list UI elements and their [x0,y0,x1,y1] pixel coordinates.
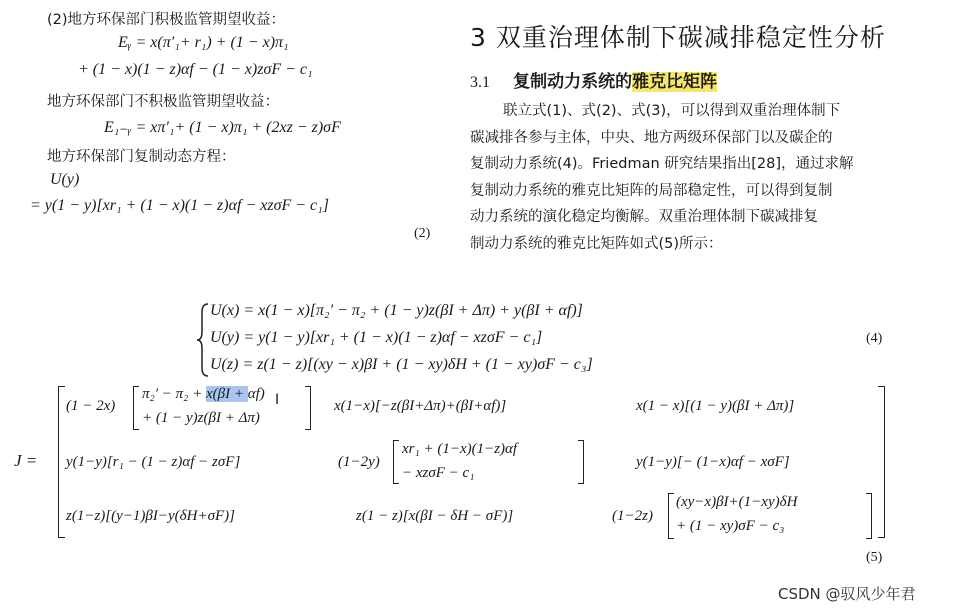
subsection-number: 3.1 [470,74,490,91]
r1c1-right-bracket [305,386,311,430]
r1c1-top-selected: x(βI + [205,386,248,402]
not-active-label: 地方环保部门不积极监管期望收益： [47,94,279,110]
r3c3-bottom: + (1 − xy)σF − c₃ [676,518,785,534]
r1c1-left-bracket [133,386,139,430]
paragraph-line: 复制动力系统(4)。Friedman 研究结果指出[28]，通过求解 [470,156,854,172]
ey-equation-line1: Eᵧ = x(π′₁+ r₁) + (1 − x)π₁ [118,34,289,51]
r1c1-bottom: + (1 − y)z(βI + Δπ) [142,410,260,426]
item2-label: (2)地方环保部门积极监管期望收益： [47,12,286,28]
uy-equation: = y(1 − y)[xr₁ + (1 − x)(1 − z)αf − xzσF − c₁] [30,197,329,214]
r2c2-prefix: (1−2y) [338,454,380,470]
section-heading: 3 双重治理体制下碳减排稳定性分析 [470,23,886,52]
left-brace [196,302,210,378]
r1c1-top-a: π₂′ − π₂ + [142,386,206,402]
r1c1-top [142,386,265,403]
paragraph-line: 动力系统的演化稳定均衡解。双重治理体制下碳减排复 [470,209,818,225]
paragraph-line: 复制动力系统的雅克比矩阵的局部稳定性，可以得到复制 [470,182,833,199]
r3c3-top: (xy−x)βI+(1−xy)δH [676,494,798,510]
r3c1: z(1−z)[(y−1)βI−y(δH+σF)] [66,508,235,524]
system4-uz: U(z) = z(1 − z)[(xy − x)βI + (1 − xy)δH + (1 − xy)σF − c₃] [210,356,593,373]
system4-ux: U(x) = x(1 − x)[π₂′ − π₂ + (1 − y)z(βI + Δπ) + y(βI + αf)] [210,302,583,319]
ey-equation-line2: + (1 − x)(1 − z)αf − (1 − x)zσF − c₁ [78,61,313,78]
paragraph-line: 碳减排各参与主体，中央、地方两级环保部门以及碳企的 [470,129,833,146]
replicator-label: 地方环保部门复制动态方程： [47,149,236,165]
r3c3-right-bracket [866,493,872,539]
subsection-title-plain: 复制动力系统的 [513,72,633,92]
text-cursor-icon: I [275,392,280,408]
eq2-number: (2) [414,226,431,241]
paragraph-line: 制动力系统的雅克比矩阵如式(5)所示： [470,235,723,252]
matrix-right-bracket [878,386,885,538]
r2c3: y(1−y)[− (1−x)αf − xσF] [636,454,790,470]
r2c2-top: xr₁ + (1−x)(1−z)αf [402,441,518,457]
eq5-number: (5) [866,550,883,565]
matrix-left-bracket [58,386,65,538]
r3c3-prefix: (1−2z) [612,508,653,524]
paragraph-line: 联立式(1)、式(2)、式(3)，可以得到双重治理体制下 [503,103,841,119]
jacobian-lhs: J = [14,451,38,470]
r2c2-right-bracket [578,440,584,484]
r1c1-prefix: (1 − 2x) [66,398,116,414]
r3c2: z(1 − z)[x(βI − δH − σF)] [356,508,514,524]
paragraph [470,98,854,257]
r1c1-top-b: αf) [247,386,265,402]
r2c2-left-bracket [393,440,399,484]
eq4-number: (4) [866,331,883,346]
r2c2-bottom: − xzσF − c₁ [402,465,475,481]
e1y-equation: E₁₋ᵧ = xπ′₁+ (1 − x)π₁ + (2xz − z)σF [104,119,341,136]
subsection-title-highlight: 雅克比矩阵 [632,72,718,92]
r1c3: x(1 − x)[(1 − y)(βI + Δπ)] [636,398,795,414]
system4-uy: U(y) = y(1 − y)[xr₁ + (1 − x)(1 − z)αf − xzσF − c₁] [210,329,543,346]
r2c1: y(1−y)[r₁ − (1 − z)αf − zσF] [66,454,241,470]
watermark: CSDN @驭风少年君 [778,585,916,603]
r3c3-left-bracket [668,493,674,539]
r1c2: x(1−x)[−z(βI+Δπ)+(βI+αf)] [334,398,507,414]
subsection-title [470,67,717,92]
uy-label: U(y) [50,171,80,188]
